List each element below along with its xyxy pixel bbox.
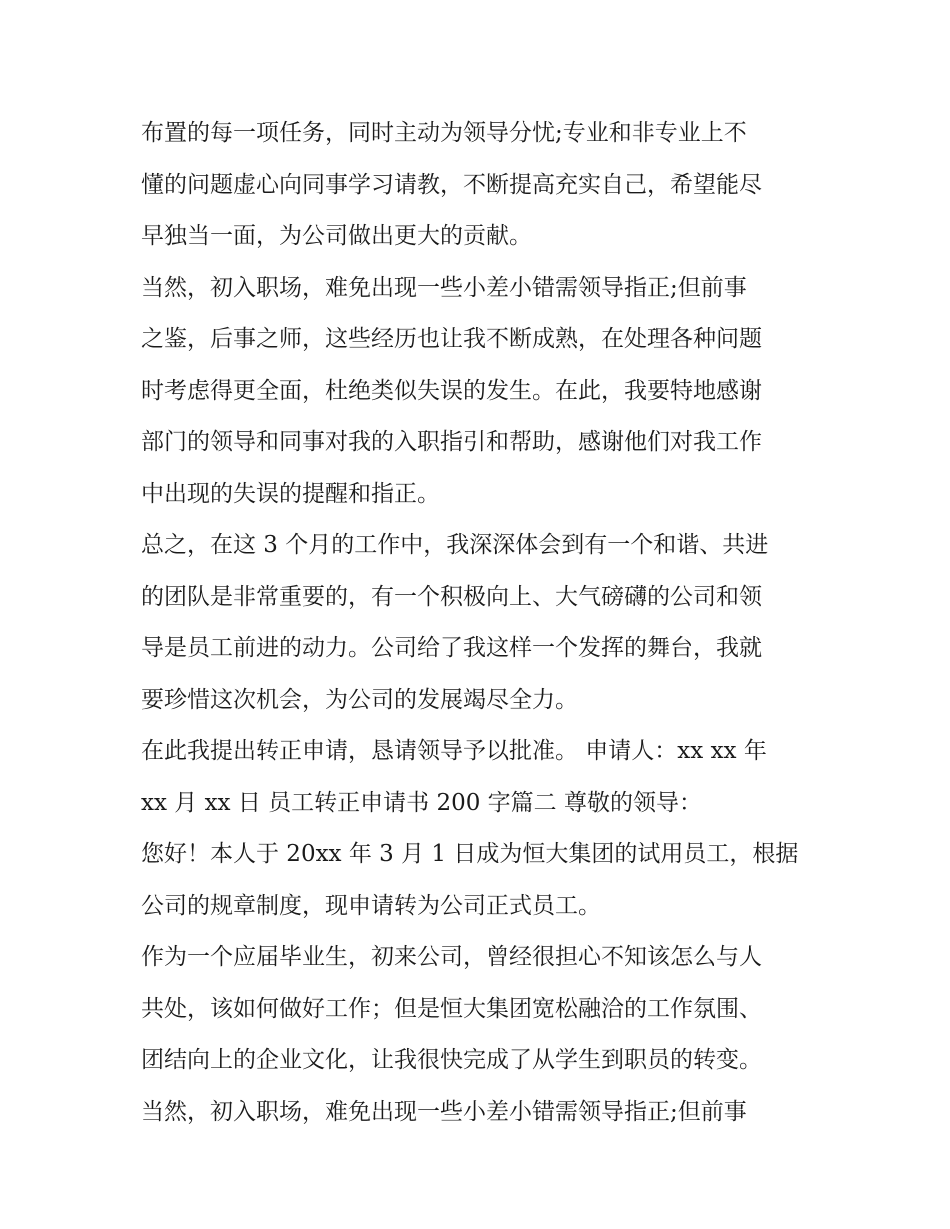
text-line: 部门的领导和同事对我的入职指引和帮助，感谢他们对我工作 [141,429,762,455]
text-line: 的团队是非常重要的，有一个积极向上、大气磅礴的公司和领 [141,583,762,610]
text-line: 懂的问题虚心向同事学习请教，不断提高充实自己，希望能尽 [141,171,762,198]
text-line: 总之，在这 3 个月的工作中，我深深体会到有一个和谐、共进 [141,532,769,558]
text-line: 早独当一面，为公司做出更大的贡献。 [141,223,532,249]
text-line: 中出现的失误的提醒和指正。 [141,480,440,507]
text-line: 作为一个应届毕业生，初来公司，曾经很担心不知该怎么与人 [141,944,762,970]
text-line: 当然，初入职场，难免出现一些小差小错需领导指正;但前事 [141,274,747,301]
text-line: xx 月 xx 日 员工转正申请书 200 字篇二 尊敬的领导： [141,789,702,816]
text-line: 当然，初入职场，难免出现一些小差小错需领导指正;但前事 [141,1098,747,1125]
text-line: 共处，该如何做好工作；但是恒大集团宽松融洽的工作氛围、 [141,995,762,1022]
text-line: 要珍惜这次机会，为公司的发展竭尽全力。 [141,686,578,713]
text-line: 您好！本人于 20xx 年 3 月 1 日成为恒大集团的试用员工，根据 [141,841,799,867]
text-line: 导是员工前进的动力。公司给了我这样一个发挥的舞台，我就 [141,635,762,661]
text-line: 公司的规章制度，现申请转为公司正式员工。 [141,892,601,919]
text-line: 时考虑得更全面，杜绝类似失误的发生。在此，我要特地感谢 [141,377,762,404]
text-line: 布置的每一项任务，同时主动为领导分忧;专业和非专业上不 [141,120,747,146]
text-line: 在此我提出转正申请，恳请领导予以批准。 申请人：xx xx 年 [141,738,767,764]
text-line: 之鉴，后事之师，这些经历也让我不断成熟，在处理各种问题 [141,326,762,352]
text-line: 团结向上的企业文化，让我很快完成了从学生到职员的转变。 [141,1047,762,1073]
document-body [141,108,821,1138]
